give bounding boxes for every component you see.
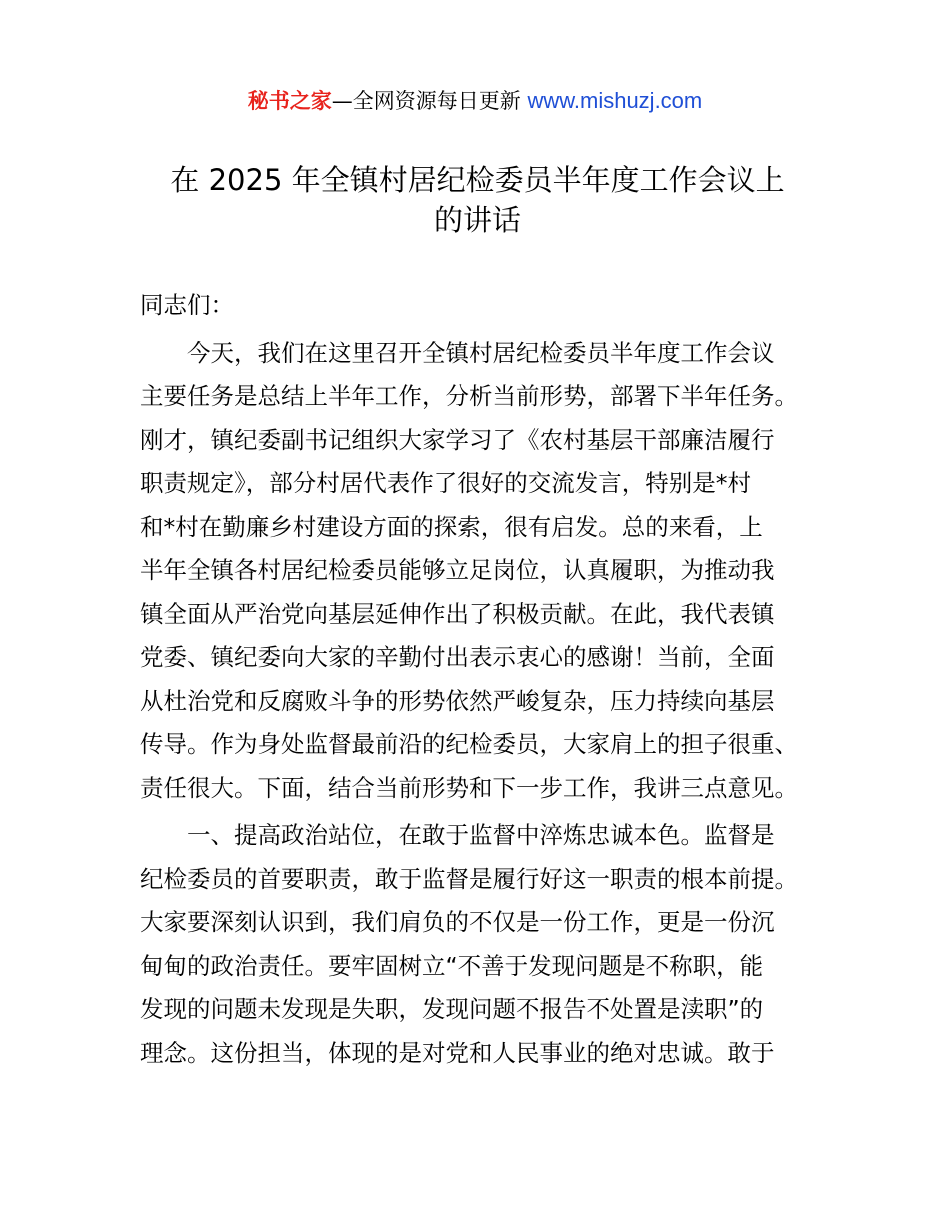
paragraph-intro <box>140 332 830 811</box>
paragraph-line: 纪检委员的首要职责，敢于监督是履行好这一职责的根本前提。 <box>140 864 798 893</box>
paragraph-line: 职责规定》，部分村居代表作了很好的交流发言，特别是*村 <box>140 469 751 497</box>
paragraph-line: 大家要深刻认识到，我们肩负的不仅是一份工作，更是一份沉 <box>140 908 775 936</box>
document-title <box>140 160 815 240</box>
paragraph-line: 理念。这份担当，体现的是对党和人民事业的绝对忠诚。敢于 <box>140 1038 775 1067</box>
document-title-line-1: 在 2025 年全镇村居纪检委员半年度工作会议上 <box>170 163 785 197</box>
paragraph-line: 和*村在勤廉乡村建设方面的探索，很有启发。总的来看，上 <box>140 512 763 541</box>
paragraph-line: 甸甸的政治责任。要牢固树立“不善于发现问题是不称职，能 <box>140 951 764 980</box>
paragraph-section-one <box>140 814 830 1075</box>
site-tagline: —全网资源每日更新 <box>331 89 528 113</box>
paragraph-line: 从杜治党和反腐败斗争的形势依然严峻复杂，压力持续向基层 <box>140 686 775 715</box>
document-title-line-2: 的讲话 <box>433 203 521 237</box>
paragraph-line: 半年全镇各村居纪检委员能够立足岗位，认真履职，为推动我 <box>140 556 775 584</box>
paragraph-line: 发现的问题未发现是失职，发现问题不报告不处置是渎职”的 <box>140 995 764 1023</box>
paragraph-line: 镇全面从严治党向基层延伸作出了积极贡献。在此，我代表镇 <box>140 599 775 628</box>
paragraph-line: 传导。作为身处监督最前沿的纪检委员，大家肩上的担子很重、 <box>140 730 798 758</box>
paragraph-line: 一、提高政治站位，在敢于监督中淬炼忠诚本色。监督是 <box>140 821 775 849</box>
site-header <box>0 86 950 116</box>
paragraph-line: 主要任务是总结上半年工作，分析当前形势，部署下半年任务。 <box>140 382 798 410</box>
paragraph-line: 责任很大。下面，结合当前形势和下一步工作，我讲三点意见。 <box>140 773 798 802</box>
salutation: 同志们： <box>140 291 234 319</box>
paragraph-line: 今天，我们在这里召开全镇村居纪检委员半年度工作会议 <box>140 338 775 367</box>
site-brand: 秘书之家 <box>247 89 332 113</box>
site-url-link[interactable]: www.mishuzj.com <box>527 88 703 113</box>
paragraph-line: 党委、镇纪委向大家的辛勤付出表示衷心的感谢！当前，全面 <box>140 643 775 671</box>
paragraph-line: 刚才，镇纪委副书记组织大家学习了《农村基层干部廉洁履行 <box>140 425 775 454</box>
document-body <box>140 284 830 1075</box>
